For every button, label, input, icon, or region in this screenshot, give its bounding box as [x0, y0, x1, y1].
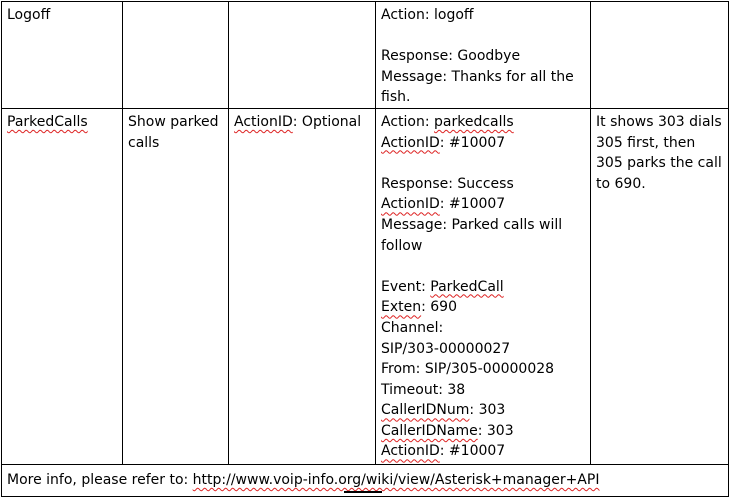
param-name: ActionID — [234, 113, 293, 130]
footer-link[interactable]: http://www.voip-info.org/wiki/view/Asterisk+manager+API — [192, 472, 600, 489]
example-actionid-line: ActionID: #10007 — [381, 443, 506, 460]
example-actionid-line: ActionID: #10007 — [381, 196, 506, 213]
example-calleridnum-line: CallerIDNum: 303 — [381, 402, 506, 419]
api-actions-table — [1, 1, 729, 497]
description-cell — [123, 2, 229, 109]
example-event-line: Event: ParkedCall — [381, 278, 504, 295]
example-calleridname-line: CallerIDName: 303 — [381, 422, 514, 439]
example-message-line: Message: Thanks for all the fish. — [381, 68, 574, 106]
description-cell — [123, 108, 229, 464]
example-from-line: From: SIP/305-00000028 — [381, 361, 555, 378]
params-cell — [229, 2, 376, 109]
action-notes: It shows 303 dials 305 first, then 305 parks the call to 690. — [596, 113, 722, 192]
action-description: Show parked calls — [128, 113, 219, 151]
example-cell — [376, 2, 591, 109]
action-name-cell — [2, 108, 123, 464]
action-name: ParkedCalls — [7, 113, 88, 130]
table-row-parkedcalls — [2, 108, 729, 464]
example-exten-line: Exten: 690 — [381, 299, 457, 316]
page-edge-marker — [344, 491, 382, 493]
example-timeout-line: Timeout: 38 — [381, 381, 466, 398]
example-actionid-line: ActionID: #10007 — [381, 134, 506, 151]
example-response-line: Response: Success — [381, 175, 514, 192]
footer-prefix: More info, please refer to: — [7, 472, 193, 489]
example-cell — [376, 108, 591, 464]
example-response-line: Response: Goodbye — [381, 48, 521, 65]
example-channel-label: Channel: — [381, 319, 444, 336]
example-action-line: Action: parkedcalls — [381, 113, 514, 130]
table-row-logoff — [2, 2, 729, 109]
param-requirement: : Optional — [292, 113, 362, 130]
example-action-line: Action: logoff — [381, 7, 474, 23]
params-cell — [229, 108, 376, 464]
action-name-cell — [2, 2, 123, 109]
example-channel-value: SIP/303-00000027 — [381, 340, 511, 357]
notes-cell — [591, 108, 729, 464]
example-message-line: Message: Parked calls will follow — [381, 216, 563, 254]
notes-cell — [591, 2, 729, 109]
action-name: Logoff — [7, 7, 51, 23]
